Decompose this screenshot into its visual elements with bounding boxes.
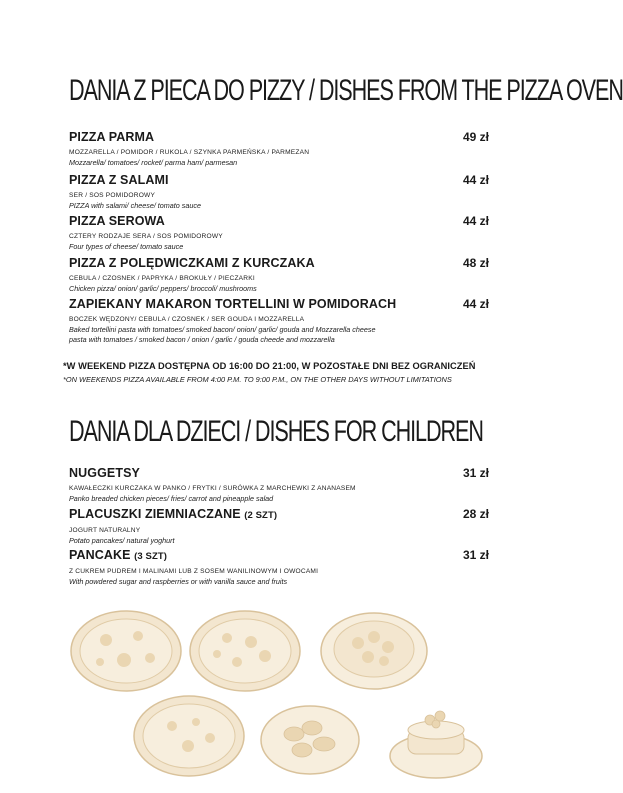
item-ingredients-en: Potato pancakes/ natural yoghurt [69,536,175,545]
item-price: 31 zł [462,548,489,562]
item-price: 31 zł [462,466,489,480]
item-ingredients-pl: KAWAŁECZKI KURCZAKA W PANKO / FRYTKI / SURÓWKA Z MARCHEWKI Z ANANASEM [69,485,356,492]
item-price: 48 zł [462,256,489,270]
item-ingredients-pl: CZTERY RODZAJE SERA / SOS POMIDOROWY [69,233,223,240]
item-ingredients-pl: JOGURT NATURALNY [69,527,141,534]
weekend-note-pl: *W WEEKEND PIZZA DOSTĘPNA OD 16:00 DO 21:00, W POZOSTAŁE DNI BEZ OGRANICZEŃ [63,361,476,371]
pancake-stack-icon [386,690,486,782]
menu-item [69,173,489,211]
item-name-text: PLACUSZKI ZIEMNIACZANE [69,507,241,521]
kids-section-title: DANIA DLA DZIECI / DISHES FOR CHILDREN [69,415,483,448]
menu-item [69,256,489,294]
item-name-text: NUGGETSY [69,466,140,480]
item-ingredients-pl: SER / SOS POMIDOROWY [69,192,156,199]
item-ingredients-en: Panko breaded chicken pieces/ fries/ carrot and pineapple salad [69,494,274,503]
item-name-text: PANCAKE [69,548,131,562]
item-price: 49 zł [462,130,489,144]
item-name [69,507,489,523]
item-ingredients-pl: Z CUKREM PUDREM I MALINAMI LUB Z SOSEM WANILINOWYM I OWOCAMI [69,568,319,575]
pizza-icon [68,608,184,694]
menu-item [69,507,489,546]
item-name: PIZZA Z SALAMI [69,173,169,187]
item-name: ZAPIEKANY MAKARON TORTELLINI W POMIDORACH [69,297,397,311]
pizza-section-title: DANIA Z PIECA DO PIZZY / DISHES FROM THE PIZZA OVEN [69,74,623,107]
item-name [69,466,489,481]
item-name: PIZZA Z POLĘDWICZKAMI Z KURCZAKA [69,256,315,270]
item-ingredients-pl: BOCZEK WĘDZONY/ CEBULA / CZOSNEK / SER GOUDA I MOZZARELLA [69,316,305,323]
pizza-icon [130,692,248,780]
item-name [69,548,489,564]
item-ingredients-en: Chicken pizza/ onion/ garlic/ peppers/ broccoli/ mushrooms [69,284,257,293]
item-ingredients-en: pasta with tomatoes / smoked bacon / onion / garlic / gouda cheede and mozzarella [69,335,335,344]
item-quantity: (2 SZT) [244,510,278,521]
item-price: 28 zł [462,507,489,521]
menu-item [69,130,489,168]
item-name: PIZZA SEROWA [69,214,165,228]
item-quantity: (3 SZT) [134,551,168,562]
item-ingredients-en: Baked tortellini pasta with tomatoes/ smoked bacon/ onion/ garlic/ gouda and Mozzarella cheese [69,325,376,334]
pizza-icon [187,608,303,694]
nuggets-plate-icon [258,698,362,778]
menu-item [69,297,489,345]
item-ingredients-pl: MOZZARELLA / POMIDOR / RUKOLA / SZYNKA PARMEŃSKA / PARMEZAN [69,149,310,156]
item-name: PIZZA PARMA [69,130,155,144]
menu-item [69,548,489,587]
item-ingredients-pl: CEBULA / CZOSNEK / PAPRYKA / BROKUŁY / PIECZARKI [69,275,255,282]
item-price: 44 zł [462,173,489,187]
item-ingredients-en: With powdered sugar and raspberries or with vanilla sauce and fruits [69,577,288,586]
item-ingredients-en: Four types of cheese/ tomato sauce [69,242,184,251]
item-price: 44 zł [462,297,489,311]
item-price: 44 zł [462,214,489,228]
item-ingredients-en: PIZZA with salami/ cheese/ tomato sauce [69,201,201,210]
pasta-plate-icon [318,605,430,693]
weekend-note-en: *ON WEEKENDS PIZZA AVAILABLE FROM 4:00 P.M. TO 9:00 P.M., ON THE OTHER DAYS WITHOUT LIMITATIONS [63,375,452,384]
menu-item [69,214,489,252]
item-ingredients-en: Mozzarella/ tomatoes/ rocket/ parma ham/ parmesan [69,158,238,167]
menu-item [69,466,489,504]
